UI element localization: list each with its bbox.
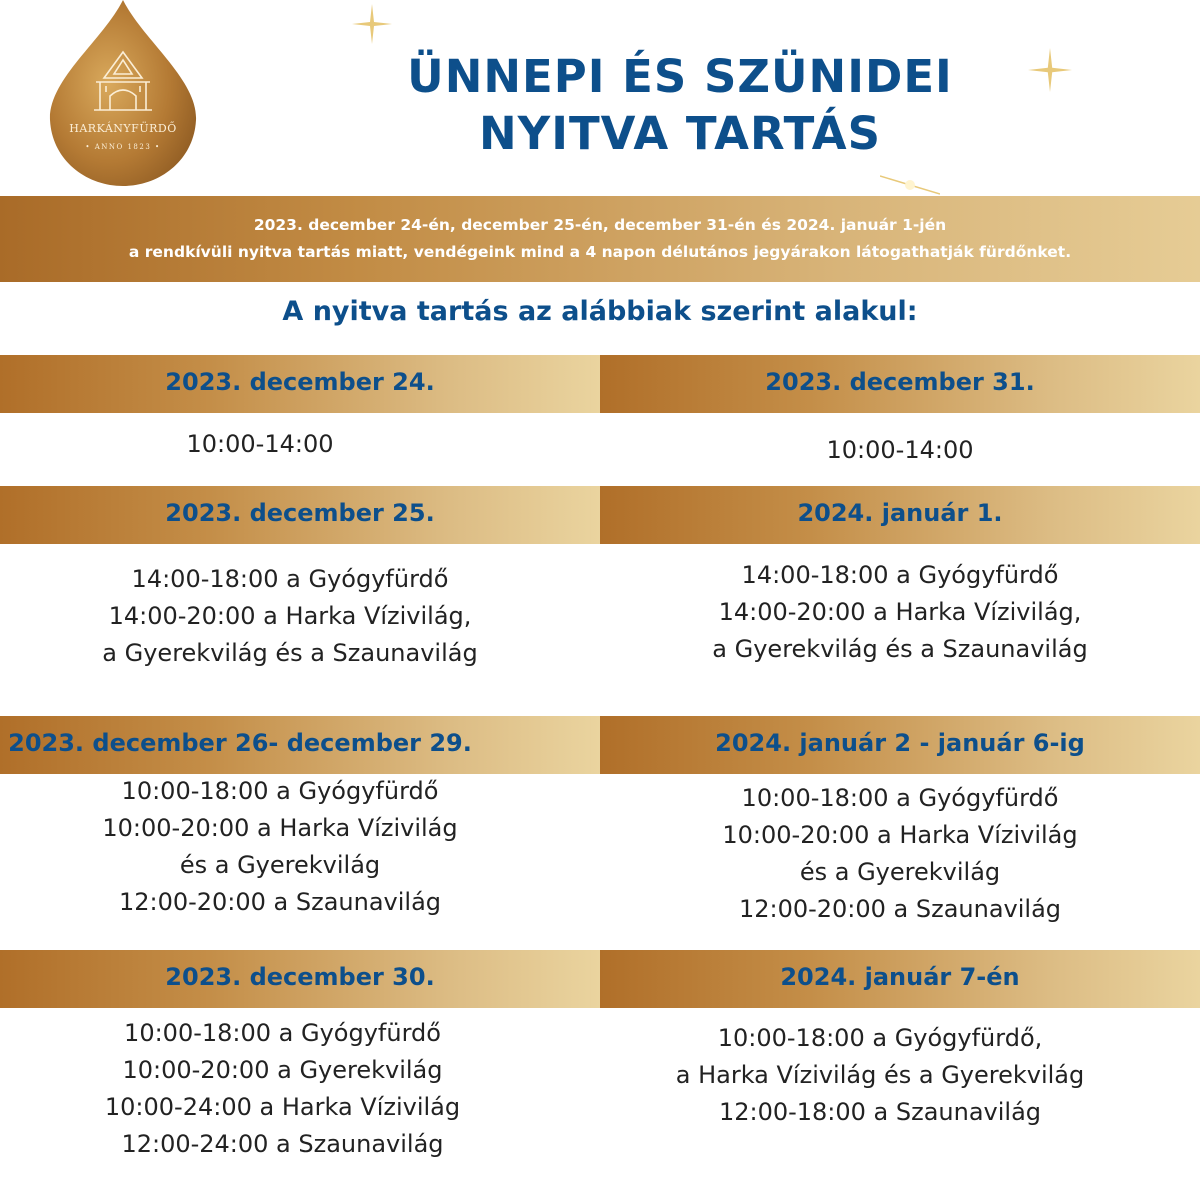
hours-line: 10:00-20:00 a Harka Vízivilág (102, 814, 458, 842)
hours-line: 12:00-24:00 a Szaunavilág (121, 1130, 444, 1158)
hours-line: és a Gyerekvilág (179, 851, 381, 879)
notice-line-2: a rendkívüli nyitva tartás miatt, vendégeink mind a 4 napon délutános jegyárakon látogathatják fürdőnket. (128, 243, 1072, 261)
logo-anno: • ANNO 1823 • (85, 143, 161, 151)
date-label: 2023. december 26- december 29. (8, 729, 472, 757)
hours-block (600, 780, 1200, 928)
hours-line: a Gyerekvilág és a Szaunavilág (102, 639, 478, 667)
date-header (0, 355, 600, 413)
title-line-2: NYITVA TARTÁS (478, 107, 882, 160)
date-header (600, 486, 1200, 544)
hours-line: 10:00-18:00 a Gyógyfürdő (741, 784, 1059, 812)
notice-line-1: 2023. december 24-én, december 25-én, december 31-én és 2024. január 1-jén (253, 216, 947, 234)
date-label: 2023. december 31. (765, 368, 1035, 396)
hours-line: 14:00-20:00 a Harka Vízivilág, (718, 598, 1082, 626)
hours-line: a Gyerekvilág és a Szaunavilág (712, 635, 1088, 663)
hours-line: 10:00-14:00 (186, 430, 334, 458)
hours-line: 10:00-18:00 a Gyógyfürdő (121, 777, 439, 805)
hours-line: 12:00-20:00 a Szaunavilág (738, 895, 1062, 923)
hours-line: 10:00-18:00 a Gyógyfürdő (124, 1019, 441, 1047)
hours-block (0, 773, 560, 921)
hours-line: a Harka Vízivilág és a Gyerekvilág (675, 1061, 1085, 1089)
date-label: 2023. december 25. (165, 499, 435, 527)
hours-line: 10:00-14:00 (826, 436, 974, 464)
page-title (300, 48, 1060, 162)
date-label: 2024. január 7-én (780, 963, 1020, 991)
title-line-1: ÜNNEPI ÉS SZÜNIDEI (407, 50, 953, 103)
date-header (600, 355, 1200, 413)
hours-line: 12:00-20:00 a Szaunavilág (118, 888, 442, 916)
date-header (600, 950, 1200, 1008)
hours-block (600, 1020, 1160, 1131)
notice-banner (0, 196, 1200, 282)
hours-line: 10:00-20:00 a Harka Vízivilág (722, 821, 1078, 849)
date-header (0, 716, 600, 774)
logo-name: HARKÁNYFÜRDŐ (69, 122, 177, 135)
date-label: 2024. január 1. (797, 499, 1003, 527)
logo-drop-icon (48, 0, 198, 190)
notice-text (0, 212, 1200, 266)
hours-line: 14:00-18:00 a Gyógyfürdő (741, 561, 1059, 589)
date-header (0, 486, 600, 544)
hours-line: és a Gyerekvilág (799, 858, 1001, 886)
hours-line: 10:00-24:00 a Harka Vízivilág (104, 1093, 461, 1121)
date-header (0, 950, 600, 1008)
harkanyfurdo-logo (48, 0, 198, 190)
date-label: 2023. december 30. (165, 963, 435, 991)
hours-line: 10:00-20:00 a Gyerekvilág (122, 1056, 443, 1084)
hours-block (600, 557, 1200, 668)
hours-line: 14:00-20:00 a Harka Vízivilág, (108, 602, 472, 630)
hours-block (0, 1015, 565, 1163)
schedule-subtitle: A nyitva tartás az alábbiak szerint alakul: (282, 296, 918, 327)
hours-block (0, 561, 580, 672)
hours-line: 10:00-18:00 a Gyógyfürdő, (717, 1024, 1043, 1052)
hours-line: 12:00-18:00 a Szaunavilág (718, 1098, 1042, 1126)
date-header (600, 716, 1200, 774)
date-label: 2024. január 2 - január 6-ig (715, 729, 1085, 757)
sparkle-icon (352, 4, 392, 44)
date-label: 2023. december 24. (165, 368, 435, 396)
hours-block (600, 432, 1200, 469)
hours-block (0, 426, 520, 463)
hours-line: 14:00-18:00 a Gyógyfürdő (131, 565, 449, 593)
